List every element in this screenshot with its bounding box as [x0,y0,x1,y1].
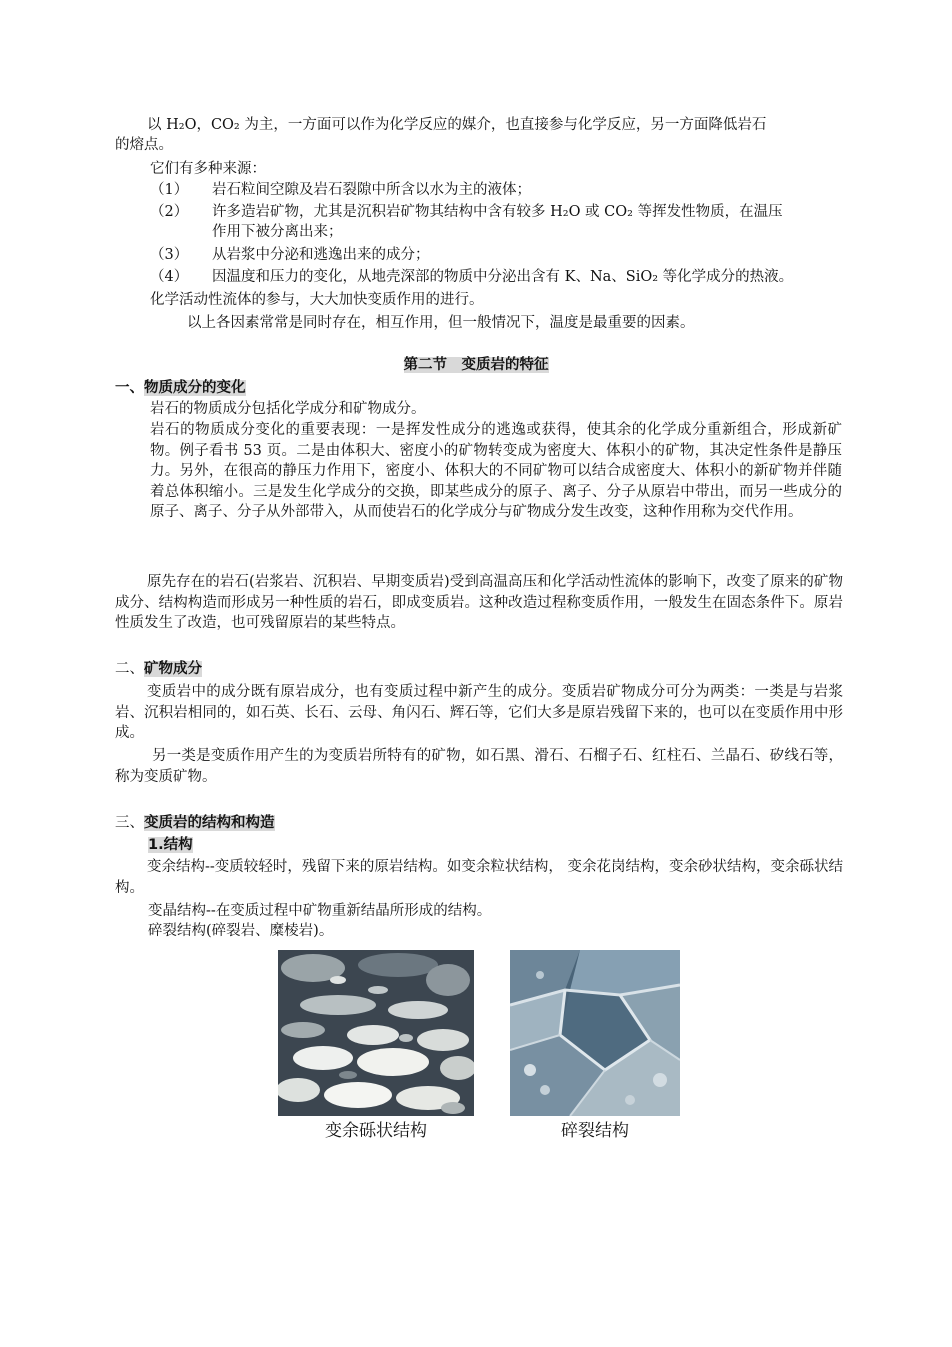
figure-caption: 变余砾状结构 [325,1121,427,1141]
paragraph: 岩石的物质成分包括化学成分和矿物成分。 [150,401,426,417]
photo-cataclastic [510,950,680,1116]
breccia-texture-image [278,950,474,1116]
text-line: 以 H₂O，CO₂ 为主，一方面可以作为化学反应的媒介，也直接参与化学反应，另一方面降低岩石 [147,117,767,133]
paragraph: 另一类是变质作用产生的为变质岩所特有的矿物，如石黑、滑石、石榴子石、红柱石、兰晶石、矽线石等，称为变质矿物。 [115,748,843,785]
list-item-continued: 作用下被分离出来； [212,224,343,240]
list-item: 因温度和压力的变化，从地壳深部的物质中分泌出含有 K、Na、SiO₂ 等化学成分的热液。 [212,269,794,285]
list-number: （2） [150,204,189,220]
section-title [0,356,952,375]
paragraph: 变晶结构--在变质过程中矿物重新结晶所形成的结构。 [148,903,492,919]
paragraph: 变质岩中的成分既有原岩成分，也有变质过程中新产生的成分。变质岩矿物成分可分为两类：一类是与岩浆岩、沉积岩相同的，如石英、长石、云母、角闪石、辉石等，它们大多是原岩残留下来的，也可以在变质作用中形成。 [115,684,843,741]
cataclastic-texture-image [510,950,680,1116]
heading-text: 矿物成分 [144,661,202,677]
heading-2 [115,660,202,679]
paragraph: 变余结构--变质较轻时，残留下来的原岩结构。如变余粒状结构， 变余花岗结构，变余砂状结构，变余砾状结构。 [115,859,843,896]
heading-number: 二、 [115,661,144,677]
subheading-text: 1.结构 [148,837,193,853]
paragraph: 岩石的物质成分变化的重要表现：一是挥发性成分的逃逸或获得，使其余的化学成分重新组合，形成新矿物。例子看书 53 页。二是由体积大、密度小的矿物转变成为密度大、体积小的矿物，其决定性条件是静压力。另外，在很高的静压力作用下，密度小、体积大的不同矿物可以结合成密度大、体积小的新矿物并伴随着总体积缩小。三是发生化学成分的交换，即某些成分的原子、离子、分子从原岩中带出，而另一些成分的原子、离子、分子从外部带入，从而使岩石的化学成分与矿物成分发生改变，这种作用称为交代作用。 [150,422,842,520]
text-line: 化学活动性流体的参与，大大加快变质作用的进行。 [150,292,484,308]
heading-1 [115,378,246,398]
heading-text: 变质岩的结构和构造 [144,815,275,831]
list-item: 岩石粒间空隙及岩石裂隙中所含以水为主的液体； [212,182,531,198]
subheading [148,836,193,855]
figure-caption: 碎裂结构 [561,1121,629,1141]
text-line: 以上各因素常常是同时存在，相互作用，但一般情况下，温度是最重要的因素。 [187,315,695,331]
heading-3 [115,814,275,833]
section-title-text: 第二节 变质岩的特征 [403,357,549,373]
list-item: 从岩浆中分泌和逃逸出来的成分； [212,247,430,263]
list-item: 许多造岩矿物，尤其是沉积岩矿物其结构中含有较多 H₂O 或 CO₂ 等挥发性物质，在温压 [212,204,783,220]
heading-number: 三、 [115,815,144,831]
photo-relict-breccia [278,950,474,1116]
text-line: 的熔点。 [115,137,173,153]
heading-text: 物质成分的变化 [144,380,246,396]
text-line: 它们有多种来源： [150,161,266,177]
list-number: （4） [150,269,189,285]
paragraph: 原先存在的岩石(岩浆岩、沉积岩、早期变质岩)受到高温高压和化学活动性流体的影响下，改变了原来的矿物成分、结构构造而形成另一种性质的岩石，即成变质岩。这种改造过程称变质作用，一般发生在固态条件下。原岩性质发生了改造，也可残留原岩的某些特点。 [115,574,843,631]
paragraph: 碎裂结构(碎裂岩、糜棱岩)。 [148,923,334,939]
list-number: （1） [150,182,189,198]
heading-number: 一、 [115,379,144,396]
list-number: （3） [150,247,189,263]
